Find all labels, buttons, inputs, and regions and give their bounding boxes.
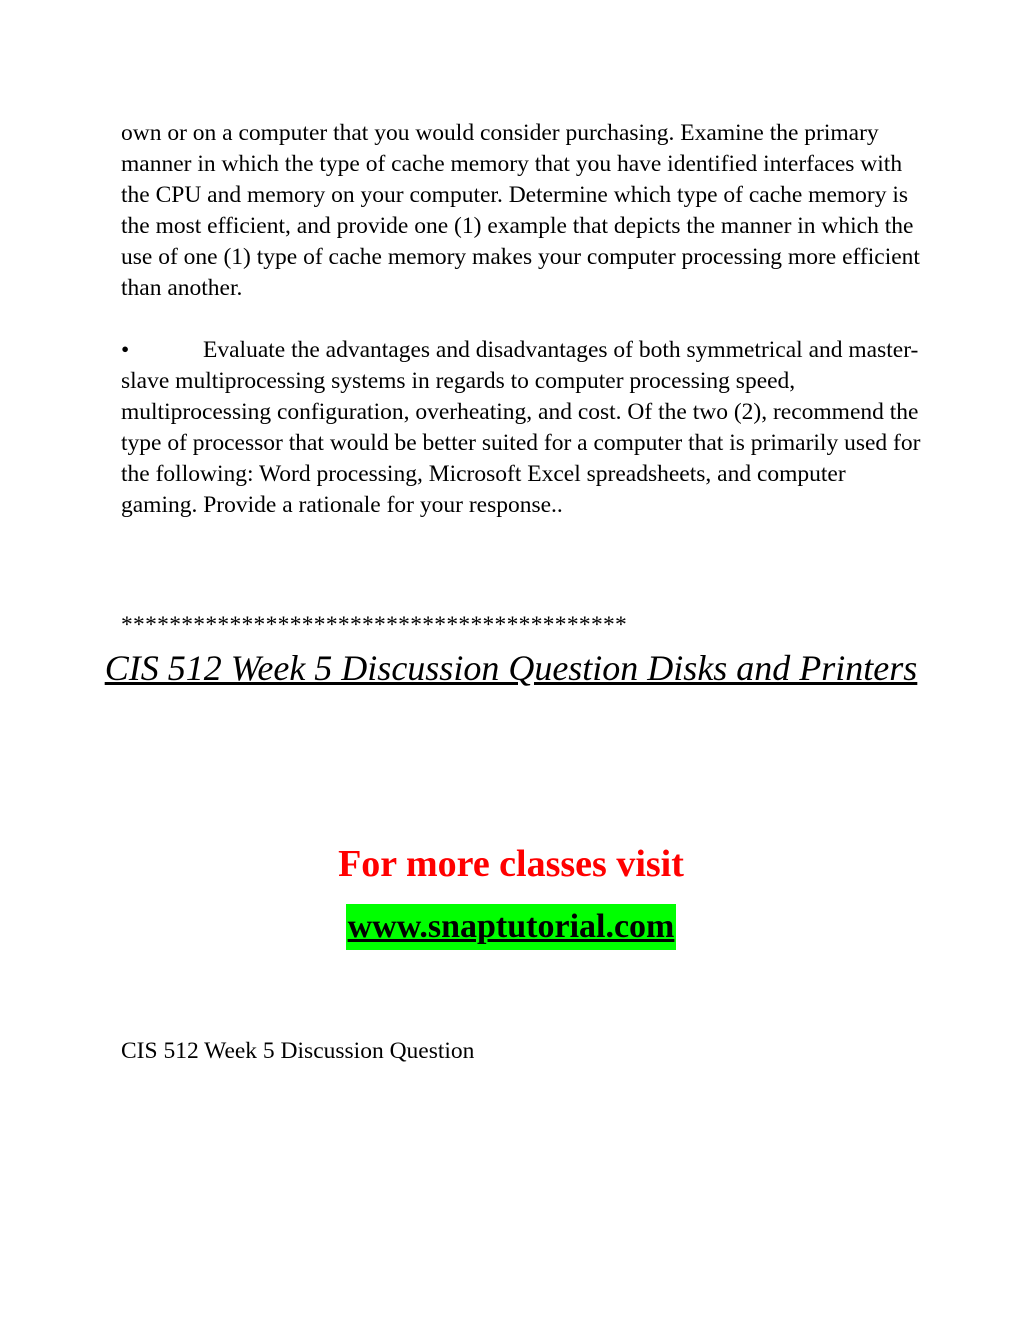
promo-link-wrapper bbox=[121, 904, 901, 950]
separator-line: ****************************************** bbox=[121, 612, 628, 638]
snaptutorial-link[interactable]: www.snaptutorial.com bbox=[346, 904, 677, 950]
promo-heading: For more classes visit bbox=[338, 843, 684, 885]
bullet-item-text: Evaluate the advantages and disadvantages of both symmetrical and master-slave multiprocessing systems in regards to computer processing speed, multiprocessing configuration, overheating, and cost. Of the two (2), recommend the type of processor that would be better suited for a computer that is primarily used for the following: Word processing, Microsoft Excel spreadsheets, and computer gaming. Provide a rationale for your response.. bbox=[121, 337, 921, 518]
footer-heading: CIS 512 Week 5 Discussion Question bbox=[121, 1038, 475, 1064]
intro-paragraph: own or on a computer that you would consider purchasing. Examine the primary manner in which the type of cache memory that you have identified interfaces with the CPU and memory on your computer. Determine which type of cache memory is the most efficient, and provide one (1) example that depicts the manner in which the use of one (1) type of cache memory makes your computer processing more efficient than another. bbox=[121, 120, 920, 301]
bullet-item bbox=[121, 335, 921, 521]
document-title: CIS 512 Week 5 Discussion Question Disks and Printers bbox=[104, 648, 918, 688]
document-page bbox=[104, 118, 921, 1067]
bullet-icon: • bbox=[121, 337, 130, 363]
